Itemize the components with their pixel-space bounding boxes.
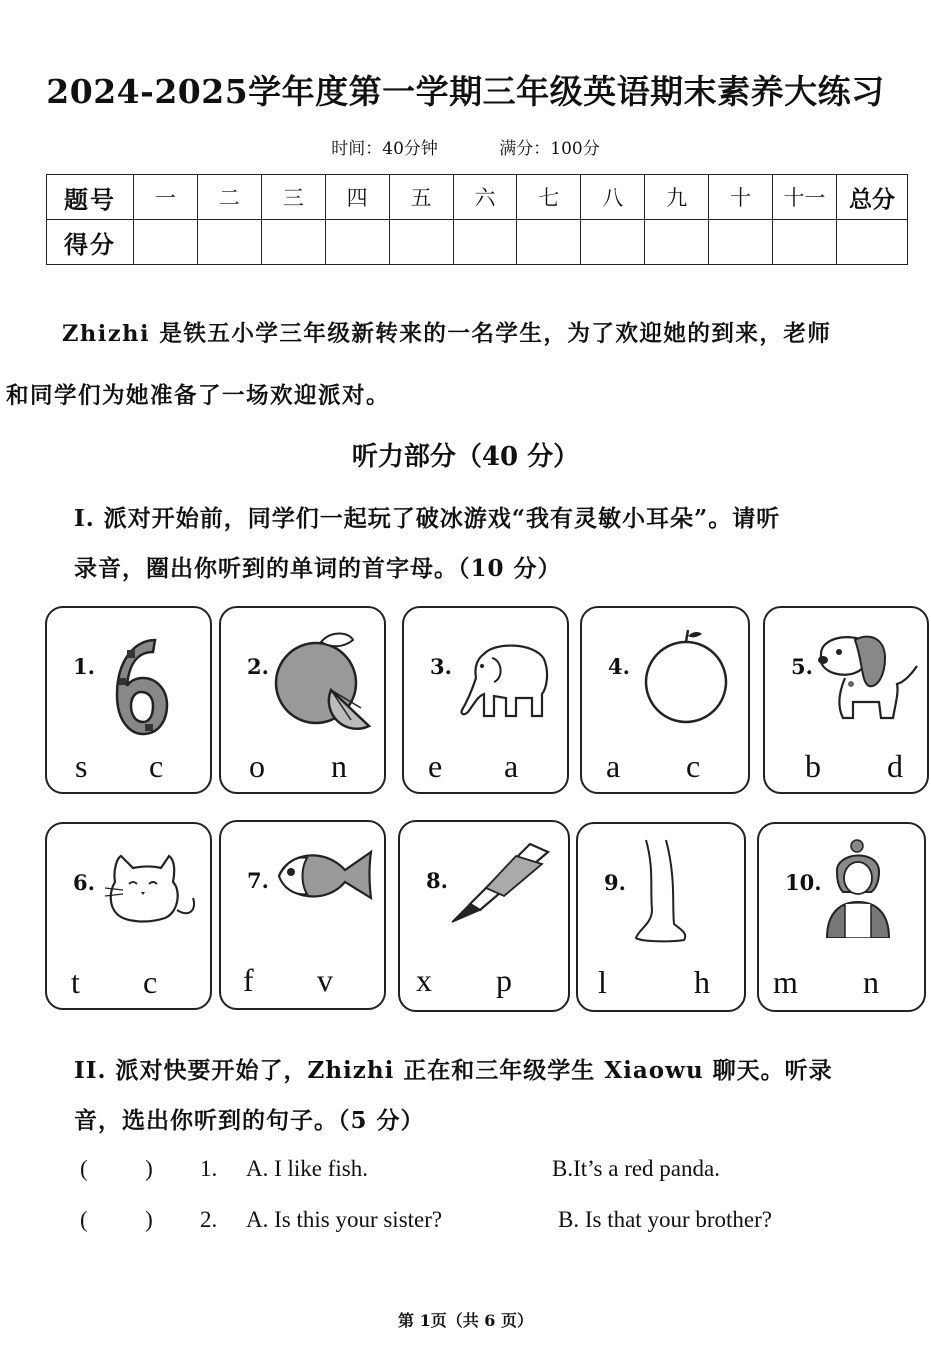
picture-card <box>45 822 212 1010</box>
card-number: 1. <box>73 654 95 679</box>
letter-option[interactable]: c <box>143 964 158 1000</box>
score-col: 三 <box>261 175 325 220</box>
score-table-row1-label: 题号 <box>47 175 134 220</box>
card-number: 5. <box>791 654 813 679</box>
orange-icon <box>271 628 376 733</box>
picture-card <box>580 606 750 794</box>
apple-icon <box>638 626 734 726</box>
letter-option[interactable]: d <box>887 748 903 784</box>
score-cell[interactable] <box>453 220 517 265</box>
score-col: 九 <box>645 175 709 220</box>
picture-card <box>219 606 386 794</box>
score-col: 十 <box>709 175 773 220</box>
picture-card <box>45 606 212 794</box>
score-table-header-row <box>47 175 908 220</box>
picture-card <box>402 606 569 794</box>
letter-option[interactable]: c <box>686 748 701 784</box>
card-number: 3. <box>430 654 452 679</box>
mother-icon <box>823 838 893 938</box>
picture-card <box>757 822 926 1012</box>
item-number: 1. <box>200 1156 218 1181</box>
answer-paren[interactable]: ( ) <box>80 1207 153 1232</box>
picture-card <box>219 820 386 1010</box>
letter-option[interactable]: x <box>416 962 432 998</box>
letter-option[interactable]: n <box>331 748 347 784</box>
score-col: 五 <box>389 175 453 220</box>
score-table-score-row <box>47 220 908 265</box>
exam-time: 时间：40分钟 <box>331 139 438 159</box>
letter-option[interactable]: t <box>71 964 80 1000</box>
letter-option[interactable]: a <box>606 748 621 784</box>
leg-icon <box>628 838 698 948</box>
section-title: 听力部分（40 分） <box>351 442 580 472</box>
page-title: 2024-2025学年度第一学期三年级英语期末素养大练习 <box>46 72 885 111</box>
score-cell[interactable] <box>837 220 908 265</box>
option-a: A. I like fish. <box>246 1156 369 1181</box>
score-cell[interactable] <box>581 220 645 265</box>
score-cell[interactable] <box>709 220 773 265</box>
q1-instruction-line-2: 录音，圈出你听到的单词的首字母。（10 分） <box>74 555 562 582</box>
pen-icon <box>430 838 555 928</box>
card-number: 10. <box>785 870 822 895</box>
exam-full-score: 满分：100分 <box>499 139 600 159</box>
letter-option[interactable]: a <box>504 748 519 784</box>
score-col: 四 <box>325 175 389 220</box>
card-number: 2. <box>247 654 269 679</box>
card-number: 9. <box>604 870 626 895</box>
cat-icon <box>103 852 203 924</box>
score-cell[interactable] <box>261 220 325 265</box>
score-col: 二 <box>197 175 261 220</box>
dog-icon <box>809 626 924 731</box>
score-total-label: 总分 <box>837 175 908 220</box>
score-cell[interactable] <box>197 220 261 265</box>
intro-line-1: Zhizhi 是铁五小学三年级新转来的一名学生，为了欢迎她的到来，老师 <box>62 321 832 347</box>
q1-instruction-line-1: I. 派对开始前，同学们一起玩了破冰游戏“我有灵敏小耳朵”。请听 <box>74 505 781 532</box>
page-footer: 第 1页（共 6 页） <box>398 1311 533 1330</box>
letter-option[interactable]: m <box>773 964 798 1000</box>
exam-meta <box>0 134 931 159</box>
card-number: 7. <box>247 868 269 893</box>
score-table-row2-label: 得分 <box>47 220 134 265</box>
item-number: 2. <box>200 1207 218 1232</box>
score-cell[interactable] <box>325 220 389 265</box>
letter-option[interactable]: n <box>863 964 879 1000</box>
answer-paren[interactable]: ( ) <box>80 1156 153 1181</box>
picture-card <box>398 820 570 1012</box>
fish-icon <box>273 840 378 910</box>
q2-instruction-line-2: 音，选出你听到的句子。（5 分） <box>74 1107 425 1134</box>
score-cell[interactable] <box>389 220 453 265</box>
letter-option[interactable]: b <box>805 748 821 784</box>
letter-option[interactable]: s <box>75 748 88 784</box>
card-number: 8. <box>426 868 448 893</box>
letter-option[interactable]: v <box>317 962 333 998</box>
score-cell[interactable] <box>773 220 837 265</box>
letter-option[interactable]: h <box>694 964 710 1000</box>
score-col: 一 <box>134 175 198 220</box>
letter-option[interactable]: l <box>598 964 607 1000</box>
card-number: 4. <box>608 654 630 679</box>
six-icon <box>105 630 175 740</box>
score-col: 十一 <box>773 175 837 220</box>
score-col: 七 <box>517 175 581 220</box>
score-col: 八 <box>581 175 645 220</box>
card-number: 6. <box>73 870 95 895</box>
elephant-icon <box>454 634 554 724</box>
letter-option[interactable]: c <box>149 748 164 784</box>
score-table <box>46 174 908 265</box>
option-a: A. Is this your sister? <box>246 1207 443 1232</box>
score-cell[interactable] <box>517 220 581 265</box>
score-col: 六 <box>453 175 517 220</box>
picture-card <box>763 606 929 794</box>
letter-option[interactable]: p <box>496 962 512 998</box>
option-b: B.It’s a red panda. <box>552 1156 720 1181</box>
letter-option[interactable]: f <box>243 962 254 998</box>
score-cell[interactable] <box>645 220 709 265</box>
q2-instruction-line-1: II. 派对快要开始了，Zhizhi 正在和三年级学生 Xiaowu 聊天。听录 <box>74 1057 833 1084</box>
intro-line-2: 和同学们为她准备了一场欢迎派对。 <box>6 383 391 409</box>
letter-option[interactable]: e <box>428 748 443 784</box>
option-b: B. Is that your brother? <box>558 1207 772 1232</box>
picture-card <box>576 822 746 1012</box>
letter-option[interactable]: o <box>249 748 265 784</box>
score-cell[interactable] <box>134 220 198 265</box>
